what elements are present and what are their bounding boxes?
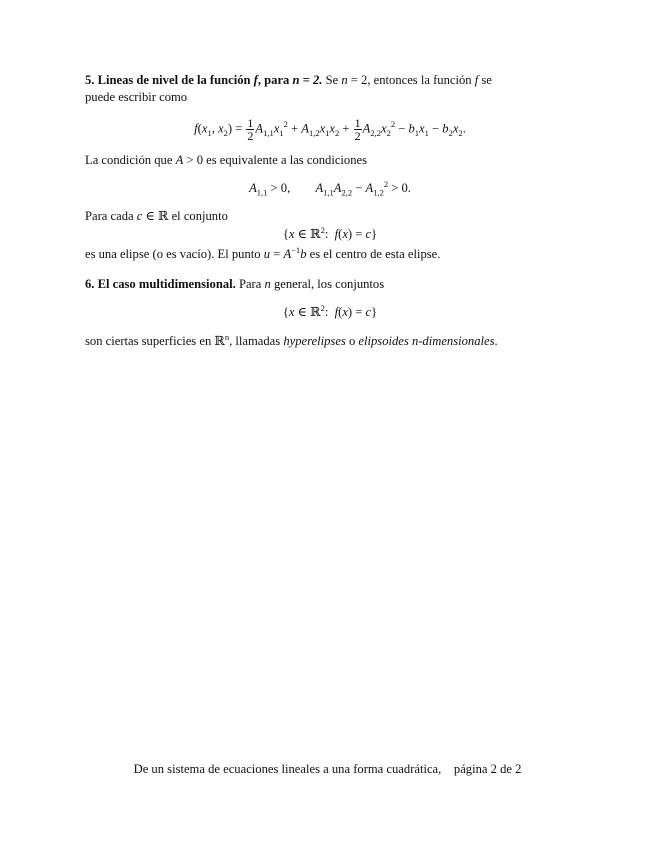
ellipse-paragraph: es una elipse (o es vacío). El punto $u = A^{-1}b$ es el centro de esta elipse.: [85, 244, 441, 261]
section-6-heading: 6. El caso multidimensional.: [85, 277, 236, 291]
set-intro-paragraph: Para cada c ∈ ℝ el conjunto: [85, 209, 228, 223]
page-footer: [0, 762, 655, 777]
level-set-equation: {x ∈ ℝ$^2$: f(x) = c}: [282, 224, 378, 241]
condition-paragraph: La condición que A > 0 es equivalente a las condiciones: [85, 153, 368, 167]
level-set-equation-general: {x ∈ ℝ$^2$: f(x) = c}: [282, 302, 378, 319]
term-elipsoides: elipsoides n-dimensionales: [358, 334, 495, 348]
conditions-equation: $A_{1,1} > 0$, $A_{1,1}A_{2,2} - A_{1,2}^2 > 0$.: [249, 178, 411, 198]
footer-title: De un sistema de ecuaciones lineales a una forma cuadrática,: [133, 762, 442, 776]
quadratic-form-equation: $f(x_1$, $x_2$) = $\frac{1}{2}$ $A_{1,1}x_1^2 + A_{1,2}x_1x_2$ + $\frac{1}{2}$ $A_{2,2}x_2^2 - b_1x_1 - b_2x_2$.: [194, 116, 466, 143]
section-6-paragraph: 6. El caso multidimensional. Para n general, los conjuntos: [85, 277, 385, 291]
surfaces-paragraph: son ciertas superficies en ℝ$^n$, llamadas hyperelipses o elipsoides n-dimensionales.: [85, 331, 498, 348]
footer-page-number: página 2 de 2: [453, 762, 522, 776]
section-5-heading: 5. Lineas de nivel de la función f, para n = 2.: [85, 73, 323, 87]
term-hyperelipses: hyperelipses: [283, 334, 346, 348]
section-5-paragraph: 5. Lineas de nivel de la función f, para n = 2. Se n = 2, entonces la función f se puede escribir como: [85, 73, 492, 104]
